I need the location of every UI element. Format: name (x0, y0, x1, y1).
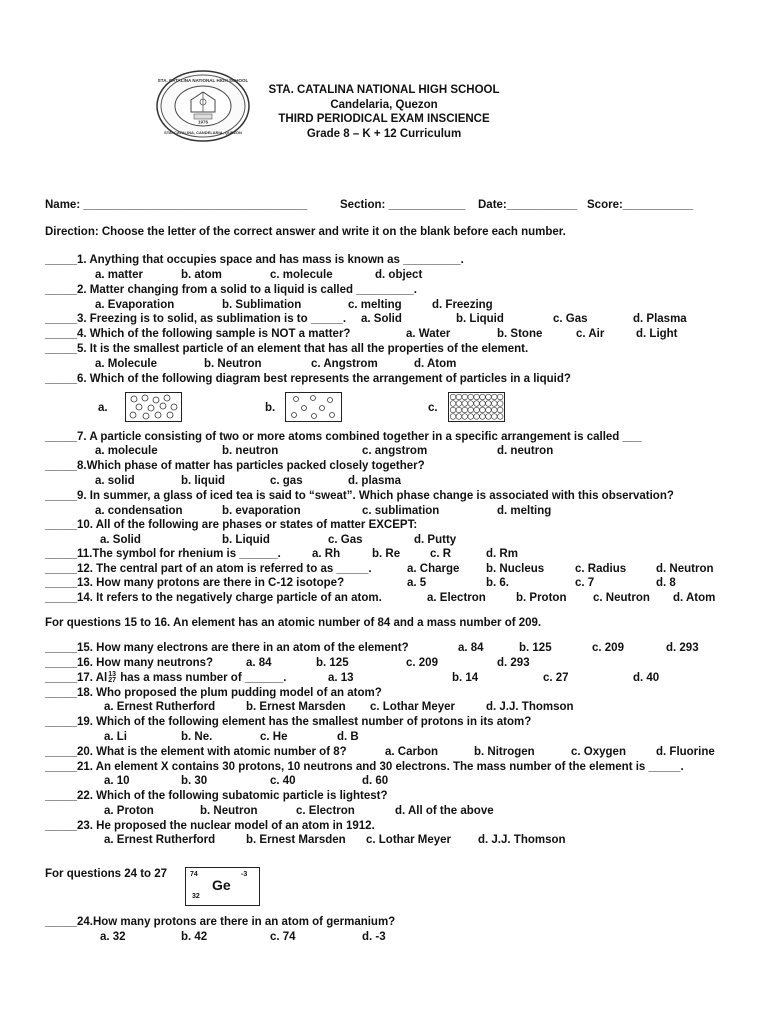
exam-line: a. 5 (407, 577, 427, 589)
exam-line: _____13. How many protons are there in C-12 isotope? (45, 577, 345, 589)
exam-line: c. Gas (328, 534, 363, 546)
exam-line: b. (265, 402, 276, 414)
exam-line: a. 32 (100, 931, 126, 943)
exam-line: d. J.J. Thomson (486, 701, 574, 713)
exam-line: b. 6. (486, 577, 510, 589)
exam-line: b. Nitrogen (474, 746, 535, 758)
exam-line: _____18. Who proposed the plum pudding model of an atom? (45, 687, 382, 699)
exam-line: _____7. A particle consisting of two or more atoms combined together in a specific arrangement is called ___ (45, 431, 642, 443)
exam-line: a. Proton (104, 805, 154, 817)
germanium-element-box (185, 867, 260, 906)
exam-line: d. plasma (348, 475, 402, 487)
exam-line: b. Liquid (222, 534, 270, 546)
exam-line: b. Neutron (204, 358, 262, 370)
exam-line: a. Solid (361, 313, 402, 325)
exam-line: d. -3 (362, 931, 386, 943)
diagram-a-particles (125, 392, 182, 422)
exam-line: c. Lothar Meyer (366, 834, 451, 846)
date-field: Date:___________ (478, 199, 578, 211)
exam-line: d. 293 (666, 642, 699, 654)
exam-line: c. 209 (592, 642, 624, 654)
exam-line: a. Li (104, 731, 128, 743)
ge-mass-number: 74 (190, 871, 198, 878)
exam-line: c. Lothar Meyer (370, 701, 455, 713)
exam-line: d. Atom (414, 358, 457, 370)
exam-line: b. 125 (316, 657, 349, 669)
diagram-b-particles (285, 392, 342, 422)
exam-line: a. Charge (407, 563, 460, 575)
exam-line: b. Ne. (181, 731, 213, 743)
exam-line: a. 13 (328, 672, 354, 684)
exam-line: c. He (260, 731, 288, 743)
school-location: Candelaria, Quezon (330, 99, 438, 111)
svg-text:STA. CATALINA NATIONAL HIGH SC: STA. CATALINA NATIONAL HIGH SCHOOL (157, 78, 249, 83)
exam-line: a. 10 (104, 775, 130, 787)
exam-line: _____23. He proposed the nuclear model of an atom in 1912. (45, 820, 375, 832)
exam-line: a. Ernest Rutherford (104, 701, 216, 713)
exam-line: _____8.Which phase of matter has particles packed closely together? (45, 460, 425, 472)
exam-line: b. Re (372, 548, 401, 560)
exam-line: a. Carbon (385, 746, 439, 758)
school-seal-logo (156, 70, 250, 142)
q17-prefix: _____17. Al (45, 672, 108, 685)
exam-line: a. condensation (95, 505, 183, 517)
exam-line: _____16. How many neutrons? (45, 657, 214, 669)
q17-nuclide (108, 672, 116, 684)
exam-line: d. Neutron (656, 563, 714, 575)
exam-line: _____5. It is the smallest particle of an element that has all the properties of the element. (45, 343, 529, 355)
exam-line: b. 30 (181, 775, 208, 787)
exam-line: b. 42 (181, 931, 208, 943)
exam-line: c. R (430, 548, 452, 560)
exam-line: b. Ernest Marsden (246, 834, 346, 846)
exam-line: c. 40 (270, 775, 296, 787)
section-field: Section: ____________ (340, 199, 466, 211)
exam-line: c. Radius (575, 563, 627, 575)
exam-line: _____1. Anything that occupies space and has mass is known as _________. (45, 254, 464, 266)
ge-symbol: Ge (212, 877, 231, 893)
exam-line: b. neutron (222, 445, 279, 457)
exam-line: d. 60 (362, 775, 389, 787)
q17-suffix: has a mass number of ______. (117, 672, 287, 685)
exam-line: _____24.How many protons are there in an atom of germanium? (45, 916, 396, 928)
exam-line: d. object (375, 269, 423, 281)
exam-line: a. solid (95, 475, 135, 487)
exam-line: _____19. Which of the following element has the smallest number of protons in its atom? (45, 716, 532, 728)
exam-line: a. Ernest Rutherford (104, 834, 216, 846)
exam-line: c. sublimation (362, 505, 440, 517)
exam-line: _____11.The symbol for rhenium is ______. (45, 548, 281, 560)
exam-line: a. Electron (427, 592, 486, 604)
exam-line: b. Liquid (456, 313, 504, 325)
exam-line: b. Nucleus (486, 563, 545, 575)
exam-line: a. 84 (246, 657, 272, 669)
exam-line: a. 84 (458, 642, 484, 654)
exam-line: c. Oxygen (571, 746, 626, 758)
exam-line: b. Neutron (200, 805, 258, 817)
exam-line: d. Putty (414, 534, 457, 546)
exam-line: c. 209 (406, 657, 438, 669)
exam-line: a. Water (406, 328, 451, 340)
exam-line: b. atom (181, 269, 222, 281)
exam-line: d. Rm (486, 548, 518, 560)
exam-line: a. Rh (312, 548, 341, 560)
exam-line: c. molecule (270, 269, 333, 281)
exam-line: c. 74 (270, 931, 296, 943)
q17-mass-number: 27 (108, 677, 117, 684)
exam-line: _____2. Matter changing from a solid to a liquid is called _________. (45, 284, 417, 296)
exam-line: d. neutron (497, 445, 554, 457)
exam-line: c. Neutron (593, 592, 650, 604)
exam-line: _____21. An element X contains 30 protons, 10 neutrons and 30 electrons. The mass number of the element is _____. (45, 761, 684, 773)
exam-line: c. angstrom (362, 445, 428, 457)
q17-atomic-number: 13 (108, 671, 117, 678)
exam-line: a. Evaporation (95, 299, 175, 311)
score-field: Score:___________ (587, 199, 694, 211)
exam-line: _____4. Which of the following sample is NOT a matter? (45, 328, 351, 340)
exam-line: b. Sublimation (222, 299, 302, 311)
exam-line: _____6. Which of the following diagram best represents the arrangement of particles in a liquid? (45, 373, 571, 385)
exam-line: d. All of the above (395, 805, 494, 817)
name-field: Name: ___________________________________ (45, 199, 308, 211)
exam-line: d. Plasma (633, 313, 687, 325)
exam-line: b. evaporation (222, 505, 301, 517)
exam-line: c. 7 (575, 577, 595, 589)
exam-line: d. melting (497, 505, 552, 517)
svg-text:STA. CATALINA, CANDELARIA, QUE: STA. CATALINA, CANDELARIA, QUEZON (164, 130, 242, 135)
question-17 (45, 672, 286, 684)
exam-line: b. Ernest Marsden (246, 701, 346, 713)
exam-line: d. B (337, 731, 359, 743)
exam-line: d. 8 (656, 577, 676, 589)
exam-line: c. 27 (543, 672, 569, 684)
exam-line: b. 125 (519, 642, 552, 654)
exam-line: c. Gas (553, 313, 588, 325)
exam-line: d. 293 (497, 657, 530, 669)
svg-text:1976: 1976 (197, 119, 209, 125)
exam-line: d. Fluorine (656, 746, 715, 758)
exam-line: d. Freezing (432, 299, 493, 311)
exam-line: a. Solid (100, 534, 141, 546)
exam-line: _____3. Freezing is to solid, as sublimation is to _____. (45, 313, 347, 325)
exam-line: d. J.J. Thomson (478, 834, 566, 846)
exam-line: c. (428, 402, 438, 414)
exam-line: For questions 15 to 16. An element has an atomic number of 84 and a mass number of 209. (45, 617, 542, 629)
exam-line: a. molecule (95, 445, 158, 457)
ge-atomic-number: 32 (192, 893, 200, 900)
exam-title: THIRD PERIODICAL EXAM INSCIENCE (278, 113, 490, 125)
exam-line: c. gas (270, 475, 303, 487)
diagram-c-particles (448, 392, 505, 422)
exam-line: a. matter (95, 269, 143, 281)
exam-line: For questions 24 to 27 (45, 868, 168, 880)
exam-line: c. Air (576, 328, 605, 340)
direction-text: Direction: Choose the letter of the correct answer and write it on the blank before each number. (45, 226, 566, 238)
exam-line: _____20. What is the element with atomic number of 8? (45, 746, 347, 758)
exam-line: _____12. The central part of an atom is referred to as _____. (45, 563, 372, 575)
exam-line: _____9. In summer, a glass of iced tea is said to “sweat”. Which phase change is associated with this observation? (45, 490, 674, 502)
exam-line: b. Proton (516, 592, 567, 604)
exam-line: _____14. It refers to the negatively charge particle of an atom. (45, 592, 382, 604)
exam-line: d. Atom (673, 592, 716, 604)
exam-line: b. liquid (181, 475, 226, 487)
exam-line: b. Stone (497, 328, 543, 340)
exam-line: d. 40 (633, 672, 660, 684)
exam-line: c. Angstrom (311, 358, 378, 370)
exam-line: _____22. Which of the following subatomic particle is lightest? (45, 790, 388, 802)
exam-line: _____10. All of the following are phases or states of matter EXCEPT: (45, 519, 418, 531)
school-name: STA. CATALINA NATIONAL HIGH SCHOOL (268, 84, 500, 96)
exam-line: c. Electron (296, 805, 355, 817)
grade-curriculum: Grade 8 – K + 12 Curriculum (306, 128, 462, 140)
exam-line: b. 14 (452, 672, 479, 684)
exam-line: c. melting (348, 299, 402, 311)
exam-line: _____15. How many electrons are there in an atom of the element? (45, 642, 409, 654)
exam-line: a. Molecule (95, 358, 157, 370)
ge-charge: -3 (241, 871, 248, 878)
exam-line: d. Light (636, 328, 678, 340)
exam-line: a. (98, 402, 108, 414)
